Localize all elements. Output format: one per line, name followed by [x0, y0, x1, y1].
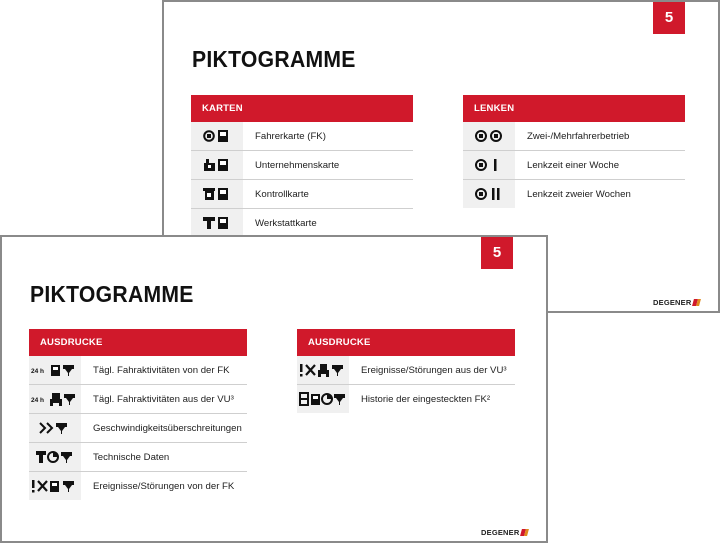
list-item — [463, 122, 685, 151]
workshop-card-icon — [191, 209, 244, 237]
daily-card-printout-icon — [29, 356, 82, 384]
degener-logo — [653, 298, 700, 307]
card-events-printout-icon — [29, 472, 82, 500]
driver-card-icon — [191, 122, 244, 150]
list-item — [297, 385, 515, 413]
daily-vu-printout-icon — [29, 385, 82, 413]
slide-front[interactable] — [0, 235, 548, 543]
panel-lenken — [463, 95, 685, 208]
panel-ausdrucke-left — [29, 329, 247, 500]
degener-logo — [481, 528, 528, 537]
list-item-label: Lenkzeit einer Woche — [527, 159, 620, 171]
list-item — [463, 180, 685, 208]
list-item — [191, 122, 413, 151]
list-item-label: Tägl. Fahraktivitäten aus der VU³ — [93, 393, 234, 405]
prefix-24h: 24 h — [31, 397, 45, 404]
list-item-label: Unternehmenskarte — [255, 159, 340, 171]
list-item-label: Kontrollkarte — [255, 188, 309, 200]
list-item — [191, 209, 413, 237]
list-item — [29, 385, 247, 414]
list-item — [29, 443, 247, 472]
prefix-24h: 24 h — [31, 368, 45, 375]
list-item — [463, 151, 685, 180]
control-card-icon — [191, 180, 244, 208]
list-item-label: Ereignisse/Störungen von der FK — [93, 480, 235, 492]
panel-header: LENKEN — [463, 95, 685, 122]
panel-ausdrucke-right — [297, 329, 515, 413]
list-item — [191, 180, 413, 209]
list-item-label: Zwei-/Mehrfahrerbetrieb — [527, 130, 630, 142]
panel-header: AUSDRUCKE — [29, 329, 247, 356]
list-item — [29, 414, 247, 443]
card-history-printout-icon — [297, 385, 350, 413]
logo-text: DEGENER — [653, 298, 692, 307]
list-item-label: Werkstattkarte — [255, 217, 317, 229]
two-drivers-icon — [463, 122, 516, 150]
vu-events-printout-icon — [297, 356, 350, 384]
list-item — [29, 356, 247, 385]
speeding-printout-icon — [29, 414, 82, 442]
list-item — [29, 472, 247, 500]
logo-mark-icon — [693, 299, 700, 306]
list-item-label: Fahrerkarte (FK) — [255, 130, 326, 142]
list-item-label: Lenkzeit zweier Wochen — [527, 188, 631, 200]
list-item-label: Technische Daten — [93, 451, 170, 463]
list-item-label: Ereignisse/Störungen aus der VU³ — [361, 364, 507, 376]
slide-title: PIKTOGRAMME — [30, 281, 194, 307]
panel-karten — [191, 95, 413, 237]
two-weeks-driving-icon — [463, 180, 516, 208]
company-card-icon — [191, 151, 244, 179]
logo-text: DEGENER — [481, 528, 520, 537]
technical-data-printout-icon — [29, 443, 82, 471]
slide-title: PIKTOGRAMME — [192, 46, 356, 72]
panel-header: AUSDRUCKE — [297, 329, 515, 356]
logo-mark-icon — [521, 529, 528, 536]
list-item-label: Historie der eingesteckten FK² — [361, 393, 491, 405]
page-number-badge: 5 — [653, 2, 685, 34]
list-item — [191, 151, 413, 180]
week-driving-icon — [463, 151, 516, 179]
list-item — [297, 356, 515, 385]
list-item-label: Geschwindigkeitsüberschreitungen — [93, 422, 242, 434]
panel-header: KARTEN — [191, 95, 413, 122]
list-item-label: Tägl. Fahraktivitäten von der FK — [93, 364, 230, 376]
page-number-badge: 5 — [481, 237, 513, 269]
